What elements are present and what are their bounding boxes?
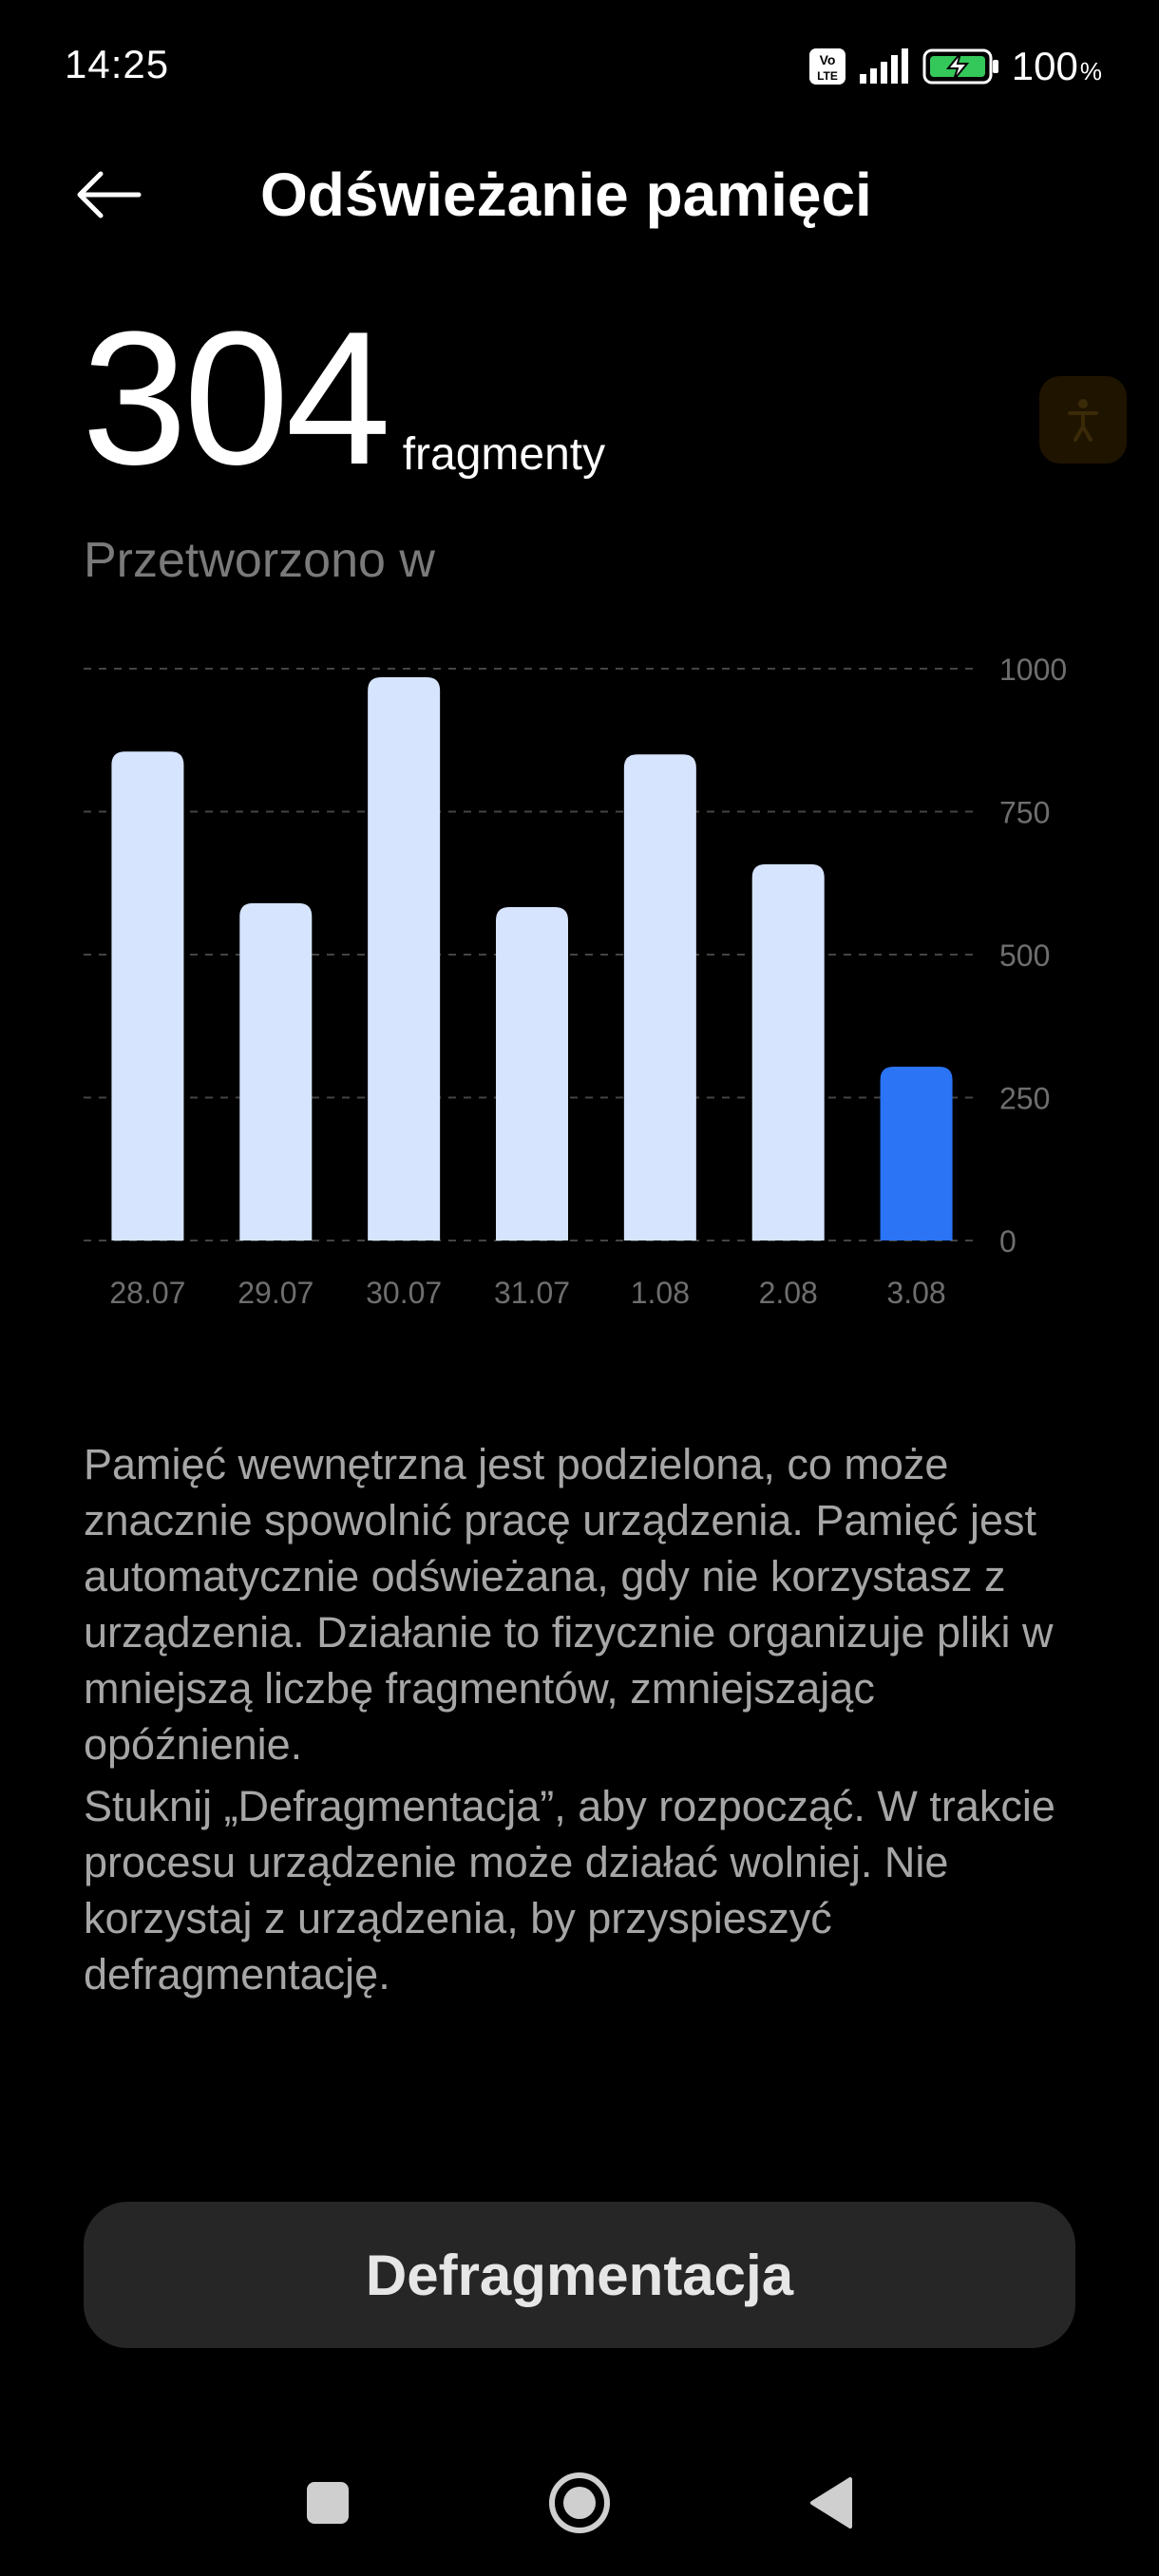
floating-accessibility-button[interactable]	[1039, 376, 1127, 464]
y-tick-label: 1000	[999, 653, 1068, 687]
bar	[239, 903, 312, 1241]
nav-back-button[interactable]	[779, 2451, 884, 2555]
chart-bars	[111, 677, 952, 1241]
arrow-left-icon	[72, 166, 144, 223]
fragment-count-unit: fragmenty	[402, 429, 606, 480]
system-nav-bar	[0, 2451, 1159, 2555]
bar	[496, 907, 568, 1241]
x-tick-label: 2.08	[758, 1276, 818, 1310]
x-tick-label: 30.07	[366, 1276, 443, 1310]
fragment-count	[82, 293, 606, 504]
x-tick-label: 28.07	[109, 1276, 186, 1310]
status-time: 14:25	[65, 42, 170, 86]
back-button[interactable]	[72, 161, 158, 228]
chart-caption: Przetworzono w	[84, 533, 435, 588]
battery-percent-sign: %	[1079, 57, 1102, 85]
y-tick-label: 750	[999, 795, 1051, 830]
battery-charging-icon	[922, 47, 1000, 85]
status-bar	[0, 0, 1159, 133]
y-tick-label: 0	[999, 1224, 1016, 1259]
triangle-back-icon	[807, 2475, 856, 2530]
recents-button[interactable]	[276, 2451, 380, 2555]
x-tick-label: 29.07	[238, 1276, 314, 1310]
battery-percent	[1012, 44, 1102, 89]
chart-x-ticks	[109, 1276, 945, 1310]
x-tick-label: 31.07	[493, 1276, 571, 1310]
header	[0, 142, 1159, 247]
accessibility-icon	[1064, 396, 1102, 444]
description-paragraph-1: Pamięć wewnętrzna jest podzielona, co może znacznie spowolnić pracę urządzenia. Pamięć jest automatycznie odświeżana, gdy nie korzystasz z urządzenia. Działanie to fizycznie organizuje pliki w mniejszą liczbę fragmentów, zmniejszając opóźnienie.	[84, 1440, 1054, 1769]
description	[84, 1436, 1091, 2008]
bar	[111, 751, 183, 1241]
bar	[624, 754, 696, 1241]
defragment-button[interactable]: Defragmentacja	[84, 2202, 1075, 2348]
fragments-chart	[0, 627, 1159, 1330]
y-tick-label: 250	[999, 1081, 1051, 1116]
page-title: Odświeżanie pamięci	[260, 161, 872, 229]
x-tick-label: 1.08	[630, 1276, 690, 1310]
fragment-count-value: 304	[82, 293, 388, 504]
x-tick-label: 3.08	[886, 1276, 946, 1310]
volte-badge-bottom: LTE	[816, 69, 838, 83]
signal-icon	[858, 47, 911, 85]
bar-current	[881, 1067, 953, 1241]
volte-icon	[808, 47, 846, 85]
bar	[368, 677, 440, 1241]
chart-y-ticks	[999, 653, 1067, 1259]
y-tick-label: 500	[999, 938, 1051, 973]
square-icon	[304, 2479, 352, 2527]
volte-badge-top: Vo	[819, 52, 836, 67]
circle-home-icon	[547, 2471, 612, 2535]
fragments-chart-svg	[0, 627, 1159, 1330]
home-button[interactable]	[527, 2451, 632, 2555]
status-icons	[797, 44, 1102, 89]
battery-percent-value: 100	[1011, 44, 1078, 88]
bar	[752, 864, 825, 1241]
description-paragraph-2: Stuknij „Defragmentacja”, aby rozpocząć. W trakcie procesu urządzenie może działać wolniej. Nie korzystaj z urządzenia, by przyspieszyć defragmentację.	[84, 1782, 1055, 1998]
